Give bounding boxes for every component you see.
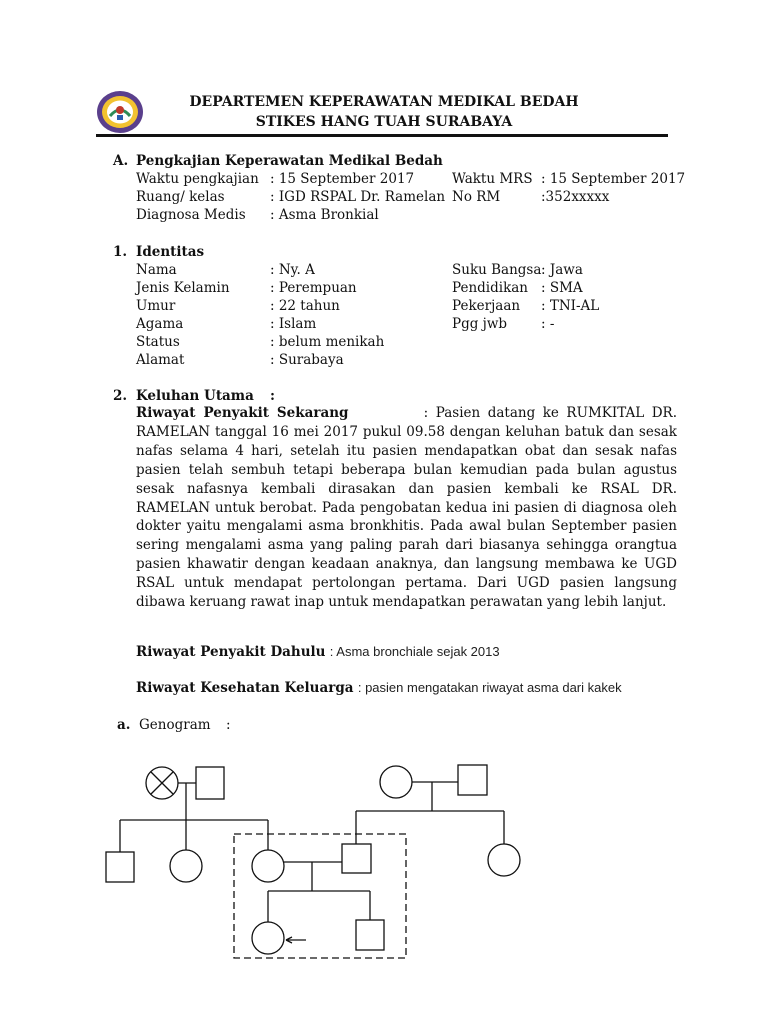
institution-logo [96, 90, 144, 134]
field-value: : Surabaya [270, 352, 344, 368]
field-label: Suku Bangsa [452, 262, 542, 278]
field-value: : Perempuan [270, 280, 357, 296]
field-label: Agama [136, 316, 184, 332]
rps-label: Riwayat Penyakit Sekarang [136, 405, 349, 421]
identitas-number: 1. [113, 244, 128, 260]
grandmother-symbol [380, 766, 412, 798]
genogram-diagram [100, 758, 530, 968]
riwayat-penyakit-dahulu [136, 644, 500, 660]
genogram-number: a. [117, 717, 131, 733]
field-value: : TNI-AL [541, 298, 600, 314]
section-a-title: Pengkajian Keperawatan Medikal Bedah [136, 153, 443, 169]
field-value: : - [541, 316, 555, 332]
deceased-grandmother-symbol [146, 767, 178, 799]
field-label: Nama [136, 262, 177, 278]
brother-symbol [356, 920, 384, 950]
aunt-symbol [170, 850, 202, 882]
header-divider [96, 134, 668, 137]
institution-title: STIKES HANG TUAH SURABAYA [255, 114, 513, 130]
genogram-colon: : [226, 717, 231, 733]
patient-arrow-icon [286, 937, 306, 943]
field-value: : SMA [541, 280, 583, 296]
aunt-symbol [488, 844, 520, 876]
father-symbol [342, 844, 371, 873]
rps-text: : Pasien datang ke RUMKITAL DR. RAMELAN tanggal 16 mei 2017 pukul 09.58 dengan keluhan batuk dan sesak nafas selama 4 hari, setelah itu pasien mendapatkan obat dan sesak nafas pasien telah sembuh tetapi beberapa bulan kemudian pada bulan agustus sesak nafasnya kembali dirasakan dan pasien kembali ke RSAL DR. RAMELAN untuk berobat. Pada pengobatan kedua ini pasien di diagnosa oleh dokter yaitu mengalami asma bronkhitis. Pada awal bulan September pasien sering mengalami asma yang paling parah dari biasanya sehingga orangtua pasien khawatir dengan keadaan anaknya, dan langsung membawa ke UGD RSAL untuk mendapat pertolongan pertama. Dari UGD pasien langsung dibawa keruang rawat inap untuk mendapatkan perawatan yang lebih lanjut. [136, 405, 677, 611]
keluhan-colon: : [270, 388, 275, 404]
field-label: Pgg jwb [452, 316, 508, 332]
grandfather-symbol [196, 767, 224, 799]
riwayat-kesehatan-keluarga [136, 680, 622, 696]
uncle-symbol [106, 852, 134, 882]
field-label: Waktu pengkajian [136, 171, 259, 187]
field-label: Diagnosa Medis [136, 207, 246, 223]
field-value: : 15 September 2017 [541, 171, 686, 187]
rpd-text: : Asma bronchiale sejak 2013 [329, 644, 500, 659]
mother-symbol [252, 850, 284, 882]
field-label: Waktu MRS [452, 171, 533, 187]
field-value: : Ny. A [270, 262, 315, 278]
field-label: Jenis Kelamin [136, 280, 230, 296]
field-label: Umur [136, 298, 176, 314]
patient-symbol [252, 922, 284, 954]
identitas-title: Identitas [136, 244, 205, 260]
field-value: : 15 September 2017 [270, 171, 415, 187]
field-value: : belum menikah [270, 334, 385, 350]
field-label: Ruang/ kelas [136, 189, 225, 205]
genogram-title: Genogram [139, 717, 211, 733]
keluhan-number: 2. [113, 388, 128, 404]
grandfather-symbol [458, 765, 487, 795]
field-value: : Asma Bronkial [270, 207, 379, 223]
rpd-label: Riwayat Penyakit Dahulu [136, 644, 326, 660]
field-value: : IGD RSPAL Dr. Ramelan [270, 189, 446, 205]
field-value: :352xxxxx [541, 189, 610, 205]
section-a-number: A. [113, 153, 129, 169]
field-value: : Jawa [541, 262, 583, 278]
field-label: Pekerjaan [452, 298, 521, 314]
keluhan-title: Keluhan Utama [136, 388, 254, 404]
field-value: : 22 tahun [270, 298, 340, 314]
field-label: Status [136, 334, 180, 350]
rkk-label: Riwayat Kesehatan Keluarga [136, 680, 354, 696]
field-label: Pendidikan [452, 280, 529, 296]
field-label: Alamat [136, 352, 185, 368]
field-value: : Islam [270, 316, 317, 332]
rkk-text: : pasien mengatakan riwayat asma dari kakek [357, 680, 622, 695]
department-title: DEPARTEMEN KEPERAWATAN MEDIKAL BEDAH [189, 94, 579, 110]
field-label: No RM [452, 189, 501, 205]
riwayat-penyakit-sekarang [136, 404, 677, 612]
